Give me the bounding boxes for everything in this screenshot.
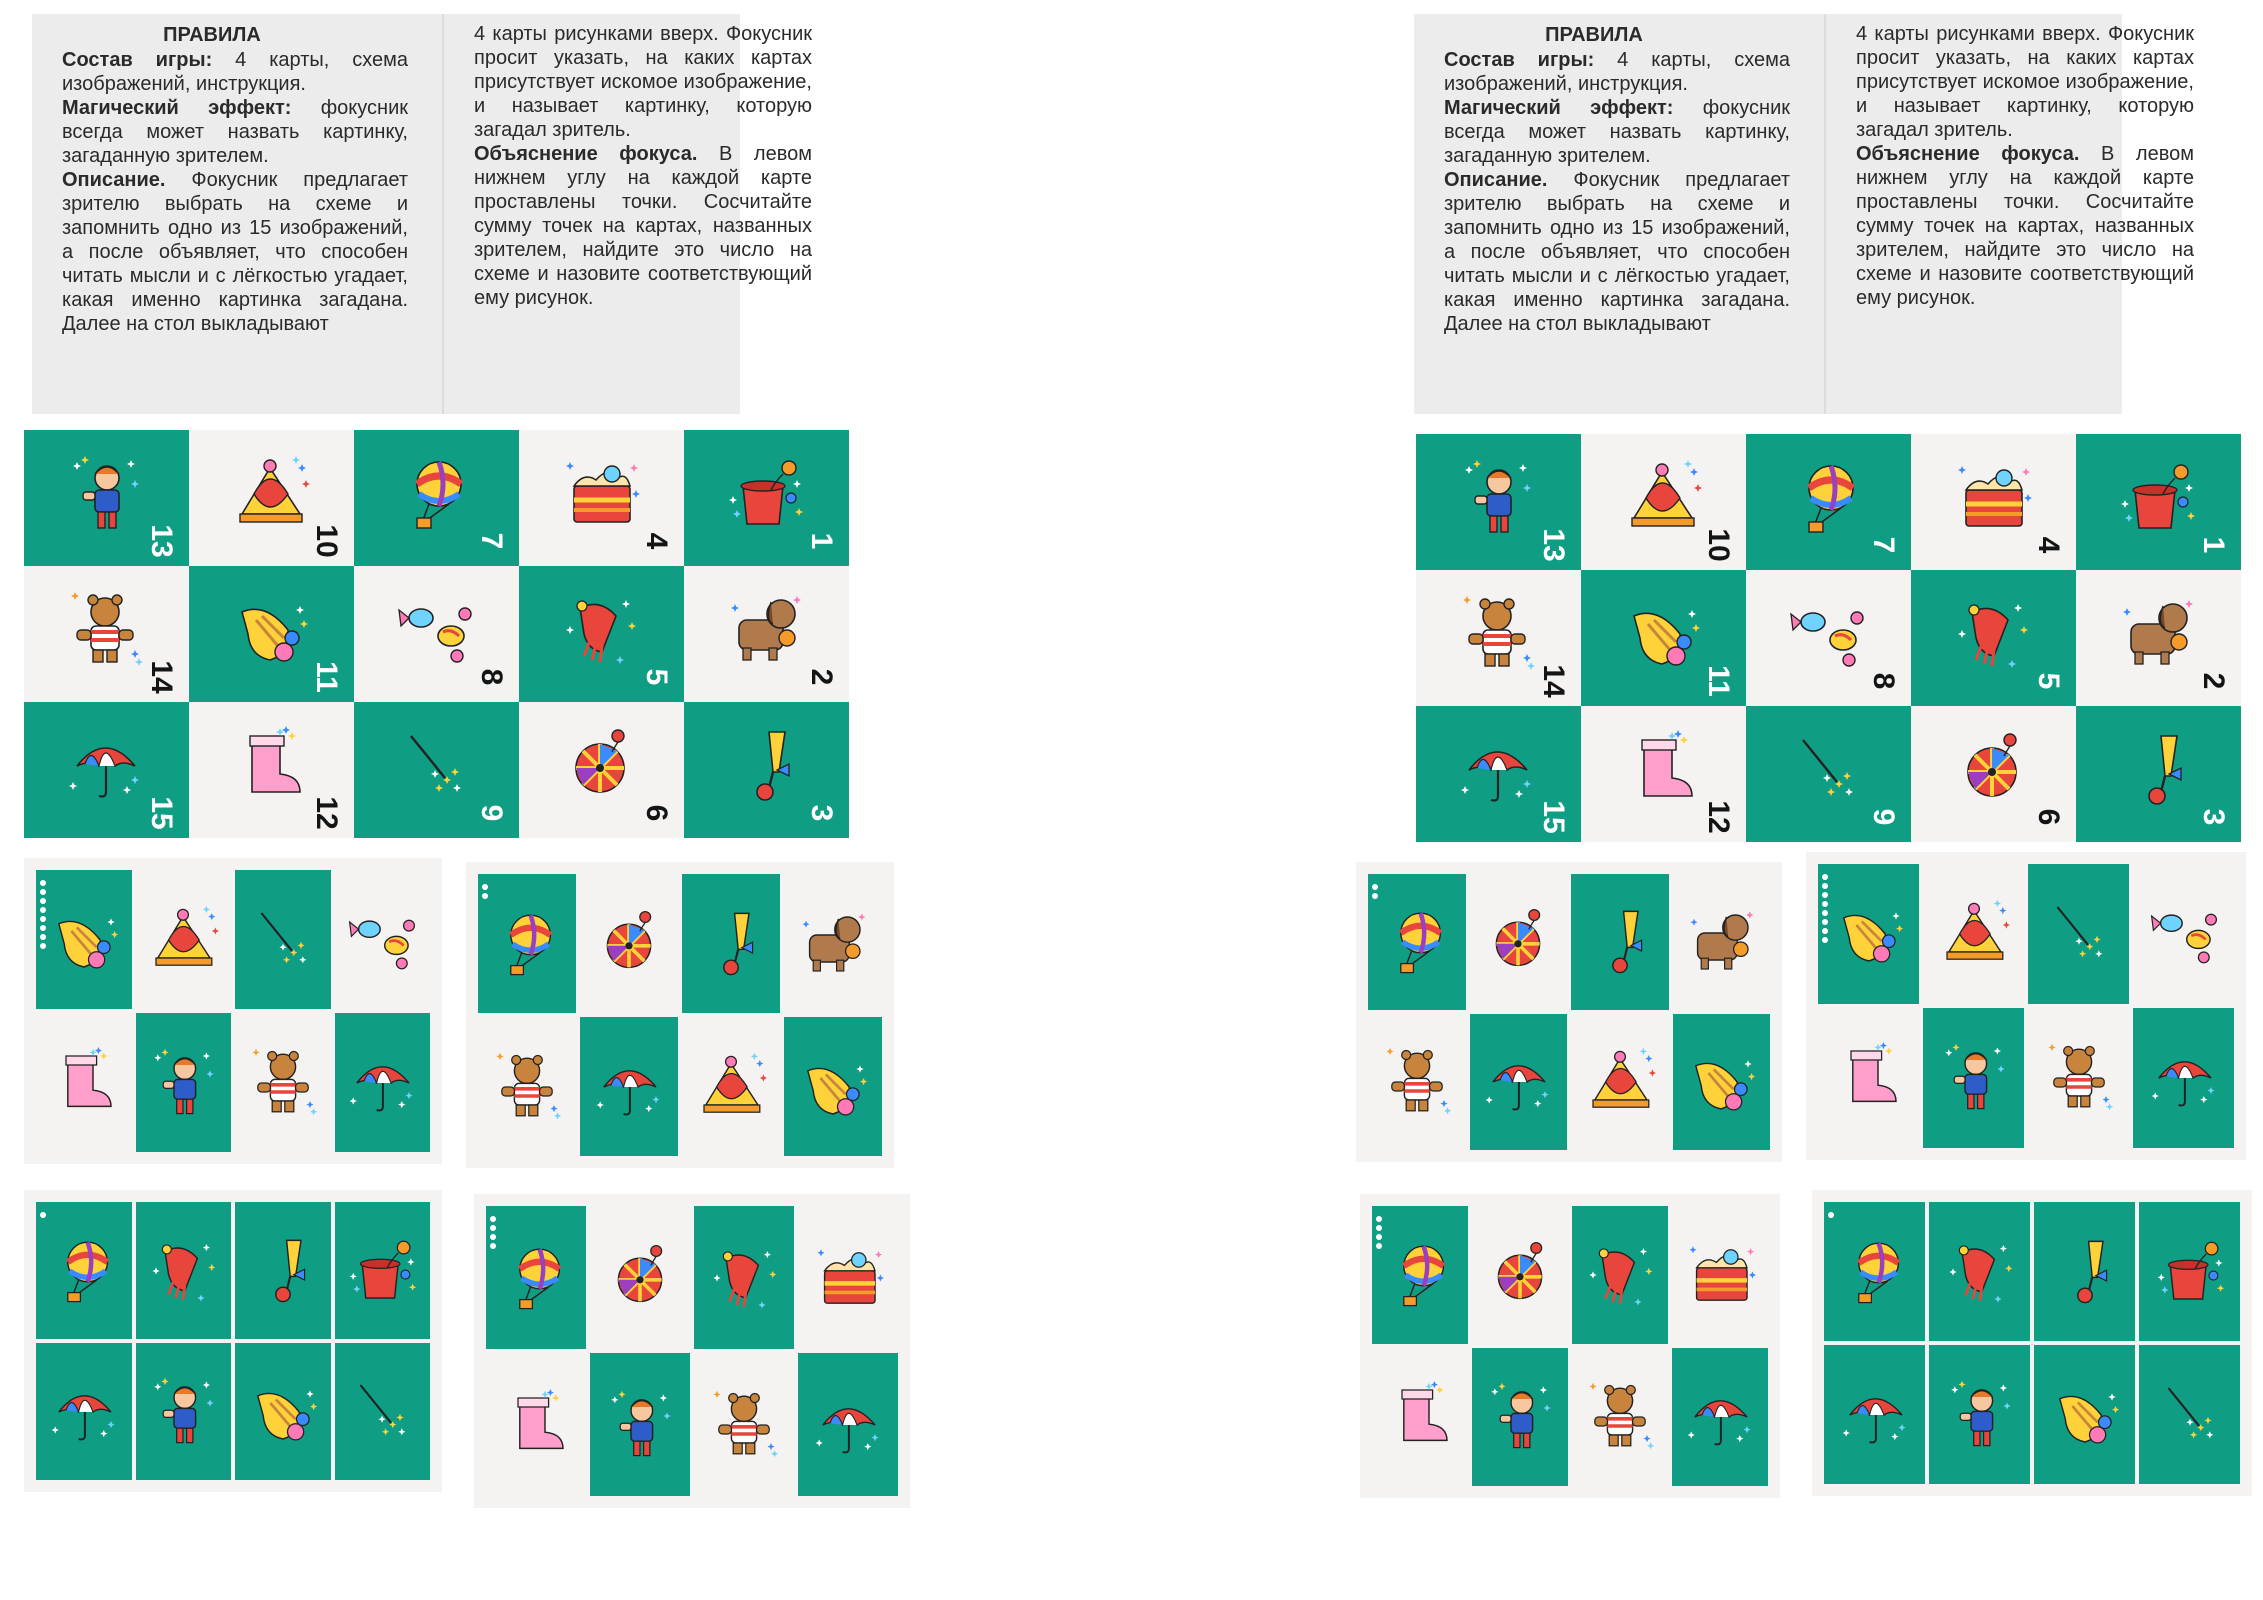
card-dot bbox=[482, 893, 488, 899]
scheme-number: 12 bbox=[1702, 800, 1735, 834]
boot-icon bbox=[500, 1389, 572, 1461]
card-tile bbox=[486, 1206, 586, 1349]
doll-icon bbox=[1944, 1379, 2016, 1451]
comb-icon bbox=[1584, 1239, 1656, 1311]
scheme-cell bbox=[1746, 706, 1911, 842]
scheme-cell bbox=[2076, 706, 2241, 842]
scheme-cell bbox=[354, 702, 519, 838]
cake-icon bbox=[812, 1242, 884, 1314]
umbrella-icon bbox=[1457, 730, 1537, 810]
dog-icon bbox=[2117, 594, 2197, 674]
magic-card bbox=[24, 858, 442, 1164]
card-tile bbox=[1372, 1206, 1468, 1344]
card-dot bbox=[490, 1216, 496, 1222]
boot-icon bbox=[1622, 730, 1702, 810]
scheme-cell bbox=[1746, 570, 1911, 706]
section-text: 4 карты рисунками вверх. Фокусник просит указать, на каких картах присутствует искомое изображение, и называет картинку, которую загадал зритель. bbox=[1856, 23, 2194, 141]
scheme-number: 13 bbox=[1537, 528, 1570, 562]
scheme-number: 5 bbox=[2032, 672, 2065, 690]
cake-icon bbox=[1684, 1239, 1756, 1311]
card-dot bbox=[1822, 928, 1828, 934]
section-text: 4 карты рисунками вверх. Фокусник просит указать, на каких картах присутствует искомое изображение, и называет картинку, которую загадал зритель. bbox=[474, 23, 812, 141]
card-tile bbox=[335, 870, 431, 1009]
comb-icon bbox=[1952, 594, 2032, 674]
scheme-number: 7 bbox=[1867, 536, 1900, 554]
magic-card bbox=[1812, 1190, 2252, 1496]
hat-icon bbox=[2117, 458, 2197, 538]
hat-icon bbox=[725, 454, 805, 534]
doll-icon bbox=[1938, 1042, 2010, 1114]
wheel-icon bbox=[1482, 906, 1554, 978]
scheme-number: 3 bbox=[805, 804, 838, 822]
card-tile bbox=[590, 1206, 690, 1349]
boot-icon bbox=[230, 726, 310, 806]
card-tile bbox=[335, 1202, 431, 1339]
card-tile bbox=[1372, 1348, 1468, 1486]
bird-icon bbox=[1622, 594, 1702, 674]
card-dot bbox=[1822, 874, 1828, 880]
comb-icon bbox=[708, 1242, 780, 1314]
rules-text bbox=[62, 48, 408, 336]
ball-cake-icon bbox=[1938, 898, 2010, 970]
card-dot bbox=[482, 884, 488, 890]
card-tile bbox=[694, 1353, 794, 1496]
section-head: Описание. bbox=[1444, 169, 1548, 191]
section-text: Фокусник предлагает зрителю выбрать на схеме и запомнить одно из 15 изображений, а после объявляет, что способен читать мысли и с лёгкостью угадает, какая именно картинка загадана. Далее на стол выкладывают bbox=[1444, 169, 1790, 335]
magic-card bbox=[1356, 862, 1782, 1162]
ball-cake-icon bbox=[147, 904, 219, 976]
card-tile bbox=[1672, 1206, 1768, 1344]
comb-icon bbox=[147, 1235, 219, 1307]
cake-icon bbox=[560, 454, 640, 534]
bear-icon bbox=[491, 1051, 563, 1123]
card-tile bbox=[1572, 1348, 1668, 1486]
scheme-number: 9 bbox=[475, 804, 508, 822]
card-dot bbox=[1376, 1243, 1382, 1249]
candy-icon bbox=[346, 904, 418, 976]
doll-icon bbox=[65, 454, 145, 534]
bird-icon bbox=[230, 590, 310, 670]
rules-column-left bbox=[1444, 22, 1790, 336]
card-tile bbox=[1923, 864, 2024, 1004]
balloon-icon bbox=[48, 1235, 120, 1307]
wheel-icon bbox=[593, 908, 665, 980]
scheme-number: 6 bbox=[640, 804, 673, 822]
rules-title: ПРАВИЛА bbox=[163, 24, 261, 46]
card-dot bbox=[1376, 1225, 1382, 1231]
card-dot bbox=[1376, 1216, 1382, 1222]
bird-icon bbox=[48, 904, 120, 976]
card-dot bbox=[1822, 937, 1828, 943]
card-tile bbox=[1472, 1206, 1568, 1344]
boot-icon bbox=[1384, 1381, 1456, 1453]
section-text: В левом нижнем углу на каждой карте проставлены точки. Сосчитайте сумму точек на картах, названных зрителем, найдите это число на схеме и назовите соответствующий ему рисунок. bbox=[1856, 143, 2194, 309]
dog-icon bbox=[725, 590, 805, 670]
card-tile bbox=[136, 1013, 232, 1152]
section-head: Объяснение фокуса. bbox=[474, 143, 698, 165]
bear-icon bbox=[247, 1047, 319, 1119]
card-dot bbox=[1822, 910, 1828, 916]
scheme-cell bbox=[24, 702, 189, 838]
ball-cake-icon bbox=[1622, 458, 1702, 538]
scheme-number: 11 bbox=[310, 661, 343, 693]
scheme-number: 13 bbox=[145, 524, 178, 558]
card-tile bbox=[2034, 1345, 2135, 1484]
card-tile bbox=[36, 870, 132, 1009]
card-tile bbox=[1673, 1014, 1771, 1150]
doll-icon bbox=[604, 1389, 676, 1461]
scheme-cell bbox=[189, 702, 354, 838]
card-tile bbox=[1572, 1206, 1668, 1344]
umbrella-icon bbox=[1684, 1381, 1756, 1453]
scheme-cell bbox=[684, 702, 849, 838]
umbrella-icon bbox=[1482, 1046, 1554, 1118]
scheme-number: 3 bbox=[2197, 808, 2230, 826]
card-tile bbox=[1672, 1348, 1768, 1486]
scheme-cell bbox=[684, 430, 849, 566]
card-tile bbox=[235, 1343, 331, 1480]
card-tile bbox=[1368, 874, 1466, 1010]
card-tile bbox=[1929, 1345, 2030, 1484]
candy-icon bbox=[1787, 594, 1867, 674]
wheel-icon bbox=[1952, 730, 2032, 810]
scheme-cell bbox=[1416, 706, 1581, 842]
card-tile bbox=[36, 1013, 132, 1152]
card-tile bbox=[682, 874, 780, 1013]
comb-icon bbox=[560, 590, 640, 670]
rules-column-right bbox=[1856, 22, 2194, 310]
balloon-icon bbox=[491, 908, 563, 980]
trumpet-icon bbox=[1584, 906, 1656, 978]
scheme-cell bbox=[1911, 570, 2076, 706]
fold-line bbox=[1824, 14, 1826, 414]
sparkler-icon bbox=[2043, 898, 2115, 970]
scheme-cell bbox=[189, 430, 354, 566]
trumpet-icon bbox=[2049, 1236, 2121, 1308]
scheme-cell bbox=[684, 566, 849, 702]
card-tile bbox=[1824, 1202, 1925, 1341]
scheme-cell bbox=[354, 566, 519, 702]
card-tile bbox=[335, 1013, 431, 1152]
section-text: фокусник всегда может назвать картинку, загаданную зрителем. bbox=[1444, 97, 1790, 167]
bear-icon bbox=[708, 1389, 780, 1461]
card-tile bbox=[136, 1202, 232, 1339]
scheme-number: 15 bbox=[1537, 800, 1570, 834]
section-text: фокусник всегда может назвать картинку, загаданную зрителем. bbox=[62, 97, 408, 167]
section-head: Магический эффект: bbox=[1444, 97, 1674, 119]
candy-icon bbox=[2148, 898, 2220, 970]
scheme-number: 6 bbox=[2032, 808, 2065, 826]
trumpet-icon bbox=[695, 908, 767, 980]
umbrella-icon bbox=[593, 1051, 665, 1123]
umbrella-icon bbox=[812, 1389, 884, 1461]
card-tile bbox=[798, 1206, 898, 1349]
balloon-icon bbox=[1839, 1236, 1911, 1308]
card-dot bbox=[40, 916, 46, 922]
card-dot bbox=[490, 1234, 496, 1240]
scheme-cell bbox=[1581, 570, 1746, 706]
rules-text bbox=[1444, 48, 1790, 336]
card-tile bbox=[2139, 1202, 2240, 1341]
card-dot bbox=[490, 1225, 496, 1231]
card-tile bbox=[798, 1353, 898, 1496]
scheme-cell bbox=[24, 566, 189, 702]
scheme-number: 14 bbox=[145, 660, 178, 694]
rules-sheet-right bbox=[1414, 14, 2194, 414]
scheme-cell bbox=[189, 566, 354, 702]
magic-card bbox=[466, 862, 894, 1168]
scheme-cell bbox=[1581, 706, 1746, 842]
card-dot bbox=[40, 898, 46, 904]
bird-icon bbox=[2049, 1379, 2121, 1451]
bear-icon bbox=[2043, 1042, 2115, 1114]
card-tile bbox=[1368, 1014, 1466, 1150]
scheme-board-right bbox=[1416, 434, 2242, 842]
card-tile bbox=[1571, 874, 1669, 1010]
scheme-cell bbox=[1746, 434, 1911, 570]
bear-icon bbox=[1584, 1381, 1656, 1453]
card-dot bbox=[1376, 1234, 1382, 1240]
section-text: 4 карты, схема изображений, инструкция. bbox=[62, 49, 409, 95]
ball-cake-icon bbox=[230, 454, 310, 534]
scheme-cell bbox=[1911, 706, 2076, 842]
section-head: Состав игры: bbox=[1444, 49, 1595, 71]
balloon-icon bbox=[1787, 458, 1867, 538]
dog-icon bbox=[797, 908, 869, 980]
scheme-cell bbox=[24, 430, 189, 566]
scheme-cell bbox=[519, 702, 684, 838]
section-text: Фокусник предлагает зрителю выбрать на схеме и запомнить одно из 15 изображений, а после объявляет, что способен читать мысли и с лёгкостью угадает, какая именно картинка загадана. Далее на стол выкладывают bbox=[62, 169, 408, 335]
card-tile bbox=[580, 874, 678, 1013]
cake-icon bbox=[1952, 458, 2032, 538]
card-tile bbox=[478, 1017, 576, 1156]
trumpet-icon bbox=[2117, 730, 2197, 810]
card-dot bbox=[40, 1212, 46, 1218]
card-dot bbox=[1822, 901, 1828, 907]
card-tile bbox=[36, 1343, 132, 1480]
section-head: Описание. bbox=[62, 169, 166, 191]
card-tile bbox=[235, 870, 331, 1009]
comb-icon bbox=[1944, 1236, 2016, 1308]
balloon-icon bbox=[1381, 906, 1453, 978]
bird-icon bbox=[1685, 1046, 1757, 1118]
wheel-icon bbox=[604, 1242, 676, 1314]
card-tile bbox=[1673, 874, 1771, 1010]
card-tile bbox=[2028, 864, 2129, 1004]
rules-text bbox=[1856, 22, 2194, 310]
umbrella-icon bbox=[1839, 1379, 1911, 1451]
balloon-icon bbox=[500, 1242, 572, 1314]
card-tile bbox=[2133, 864, 2234, 1004]
card-tile bbox=[1470, 874, 1568, 1010]
wheel-icon bbox=[560, 726, 640, 806]
trumpet-icon bbox=[247, 1235, 319, 1307]
scheme-number: 10 bbox=[1702, 528, 1735, 562]
card-tile bbox=[136, 870, 232, 1009]
scheme-number: 7 bbox=[475, 532, 508, 550]
ball-cake-icon bbox=[695, 1051, 767, 1123]
scheme-number: 8 bbox=[475, 668, 508, 686]
umbrella-icon bbox=[65, 726, 145, 806]
doll-icon bbox=[1457, 458, 1537, 538]
doll-icon bbox=[147, 1376, 219, 1448]
card-tile bbox=[335, 1343, 431, 1480]
wheel-icon bbox=[1484, 1239, 1556, 1311]
card-dot bbox=[1822, 919, 1828, 925]
sparkler-icon bbox=[247, 904, 319, 976]
card-tile bbox=[1470, 1014, 1568, 1150]
scheme-number: 14 bbox=[1537, 664, 1570, 698]
card-tile bbox=[694, 1206, 794, 1349]
scheme-number: 4 bbox=[2032, 536, 2065, 554]
fold-line bbox=[442, 14, 444, 414]
ball-cake-icon bbox=[1584, 1046, 1656, 1118]
bear-icon bbox=[65, 590, 145, 670]
card-dot bbox=[40, 943, 46, 949]
card-tile bbox=[682, 1017, 780, 1156]
scheme-number: 10 bbox=[310, 524, 343, 558]
doll-icon bbox=[147, 1047, 219, 1119]
candy-icon bbox=[395, 590, 475, 670]
rules-text bbox=[474, 22, 812, 310]
magic-card bbox=[474, 1194, 910, 1508]
scheme-number: 11 bbox=[1702, 665, 1735, 697]
section-text: 4 карты, схема изображений, инструкция. bbox=[1444, 49, 1791, 95]
rules-title: ПРАВИЛА bbox=[1545, 24, 1643, 46]
card-tile bbox=[486, 1353, 586, 1496]
card-tile bbox=[580, 1017, 678, 1156]
section-head: Состав игры: bbox=[62, 49, 213, 71]
scheme-cell bbox=[519, 566, 684, 702]
bird-icon bbox=[1833, 898, 1905, 970]
card-dot bbox=[40, 880, 46, 886]
umbrella-icon bbox=[2148, 1042, 2220, 1114]
doll-icon bbox=[1484, 1381, 1556, 1453]
trumpet-icon bbox=[725, 726, 805, 806]
rules-column-left bbox=[62, 22, 408, 336]
umbrella-icon bbox=[48, 1376, 120, 1448]
card-tile bbox=[2139, 1345, 2240, 1484]
magic-card bbox=[1806, 852, 2246, 1160]
balloon-icon bbox=[1384, 1239, 1456, 1311]
card-tile bbox=[136, 1343, 232, 1480]
magic-card bbox=[24, 1190, 442, 1492]
card-tile bbox=[1818, 1008, 1919, 1148]
card-tile bbox=[2028, 1008, 2129, 1148]
section-text: В левом нижнем углу на каждой карте проставлены точки. Сосчитайте сумму точек на картах, названных зрителем, найдите это число на схеме и назовите соответствующий ему рисунок. bbox=[474, 143, 812, 309]
hat-icon bbox=[2154, 1236, 2226, 1308]
scheme-board-left bbox=[24, 430, 850, 838]
card-dot bbox=[40, 907, 46, 913]
card-tile bbox=[36, 1202, 132, 1339]
sparkler-icon bbox=[346, 1376, 418, 1448]
hat-icon bbox=[346, 1235, 418, 1307]
card-dot bbox=[1372, 893, 1378, 899]
scheme-cell bbox=[519, 430, 684, 566]
scheme-cell bbox=[1581, 434, 1746, 570]
card-tile bbox=[235, 1202, 331, 1339]
card-tile bbox=[235, 1013, 331, 1152]
card-tile bbox=[1824, 1345, 1925, 1484]
card-dot bbox=[1822, 892, 1828, 898]
bear-icon bbox=[1457, 594, 1537, 674]
scheme-cell bbox=[1416, 434, 1581, 570]
scheme-number: 4 bbox=[640, 532, 673, 550]
card-tile bbox=[590, 1353, 690, 1496]
sparkler-icon bbox=[395, 726, 475, 806]
section-head: Магический эффект: bbox=[62, 97, 292, 119]
boot-icon bbox=[48, 1047, 120, 1119]
scheme-cell bbox=[1911, 434, 2076, 570]
card-dot bbox=[1372, 884, 1378, 890]
rules-sheet-left bbox=[32, 14, 812, 414]
sparkler-icon bbox=[2154, 1379, 2226, 1451]
bird-icon bbox=[247, 1376, 319, 1448]
magic-card bbox=[1360, 1194, 1780, 1498]
card-tile bbox=[784, 874, 882, 1013]
balloon-icon bbox=[395, 454, 475, 534]
rules-column-right bbox=[474, 22, 812, 310]
card-dot bbox=[1828, 1212, 1834, 1218]
scheme-cell bbox=[354, 430, 519, 566]
section-head: Объяснение фокуса. bbox=[1856, 143, 2080, 165]
scheme-number: 2 bbox=[2197, 672, 2230, 690]
bird-icon bbox=[797, 1051, 869, 1123]
scheme-number: 9 bbox=[1867, 808, 1900, 826]
card-tile bbox=[1923, 1008, 2024, 1148]
card-tile bbox=[2034, 1202, 2135, 1341]
card-tile bbox=[1929, 1202, 2030, 1341]
scheme-number: 8 bbox=[1867, 672, 1900, 690]
scheme-number: 1 bbox=[805, 532, 838, 550]
scheme-cell bbox=[1416, 570, 1581, 706]
scheme-cell bbox=[2076, 570, 2241, 706]
scheme-number: 1 bbox=[2197, 536, 2230, 554]
bear-icon bbox=[1381, 1046, 1453, 1118]
umbrella-icon bbox=[346, 1047, 418, 1119]
card-tile bbox=[784, 1017, 882, 1156]
card-dot bbox=[40, 889, 46, 895]
card-dot bbox=[40, 925, 46, 931]
dog-icon bbox=[1685, 906, 1757, 978]
scheme-number: 15 bbox=[145, 796, 178, 830]
card-tile bbox=[1472, 1348, 1568, 1486]
card-tile bbox=[2133, 1008, 2234, 1148]
card-dot bbox=[490, 1243, 496, 1249]
scheme-number: 5 bbox=[640, 668, 673, 686]
card-tile bbox=[1571, 1014, 1669, 1150]
scheme-number: 2 bbox=[805, 668, 838, 686]
card-tile bbox=[1818, 864, 1919, 1004]
scheme-cell bbox=[2076, 434, 2241, 570]
card-dot bbox=[40, 934, 46, 940]
sparkler-icon bbox=[1787, 730, 1867, 810]
card-tile bbox=[478, 874, 576, 1013]
boot-icon bbox=[1833, 1042, 1905, 1114]
card-dot bbox=[1822, 883, 1828, 889]
scheme-number: 12 bbox=[310, 796, 343, 830]
